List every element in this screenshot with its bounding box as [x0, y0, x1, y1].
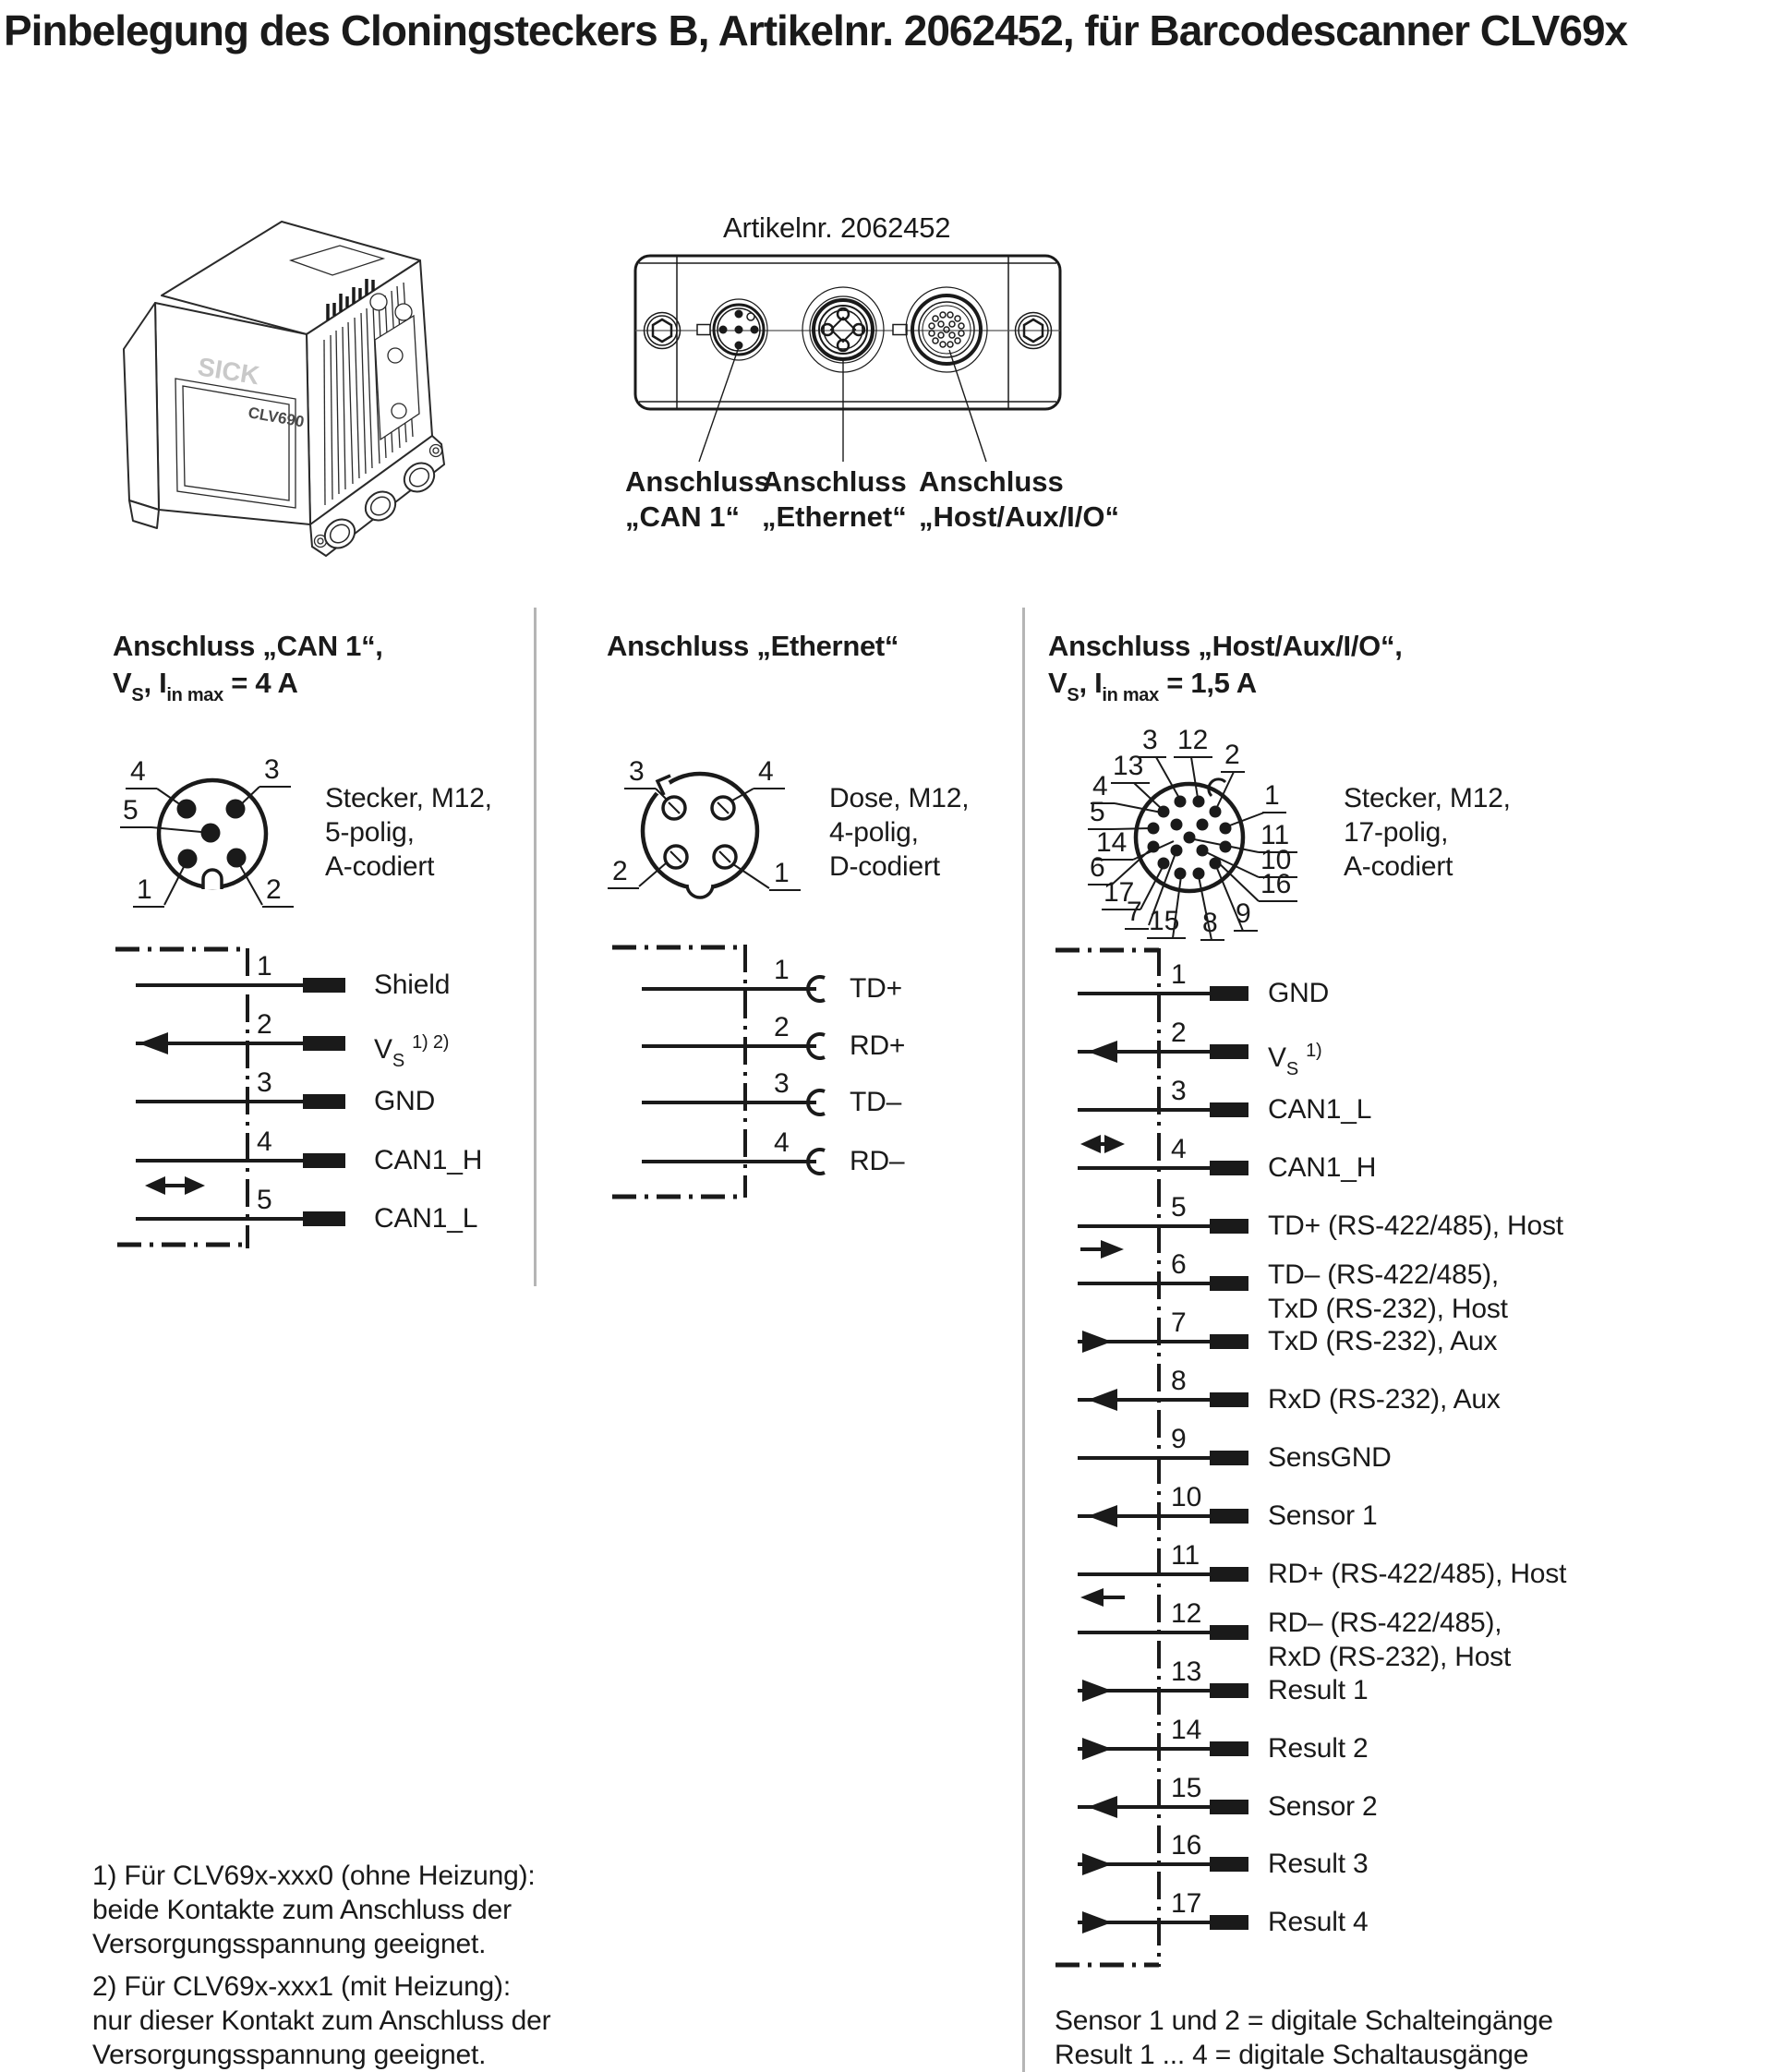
signal-label: TD– (RS-422/485),: [1268, 1259, 1500, 1290]
wire-pin-number: 5: [257, 1185, 272, 1215]
wire-pin-number: 5: [1171, 1192, 1187, 1223]
pin-number: 1: [774, 858, 790, 888]
wire-pin-number: 7: [1171, 1307, 1187, 1338]
pin-number: 6: [1090, 852, 1105, 883]
signal-label: TD+: [850, 973, 902, 1004]
wire-pin-number: 14: [1171, 1715, 1202, 1745]
pin-number: 15: [1149, 906, 1180, 936]
pin-number: 7: [1127, 897, 1142, 927]
signal-label: Result 1: [1268, 1675, 1369, 1705]
eth-wiring-svg: [591, 937, 868, 1214]
eth-section-title: Anschluss „Ethernet“: [607, 630, 899, 662]
signal-label: RD+: [850, 1030, 906, 1061]
panel-label-can1-line2: „CAN 1“: [625, 500, 741, 533]
wire-pin-number: 1: [257, 951, 272, 982]
panel-label-host-line2: „Host/Aux/I/O“: [919, 500, 1120, 533]
footnote-1: 1) Für CLV69x-xxx0 (ohne Heizung): beide Kontakte zum Anschluss der Versorgungsspannung geeignet.: [92, 1861, 536, 1959]
host-section-title-line2: $V_S$, $I_{in max} = 1,5$ A: [1048, 667, 1257, 705]
wire-pin-number: 12: [1171, 1598, 1202, 1629]
wire-pin-number: 17: [1171, 1888, 1202, 1919]
wire-pin-number: 15: [1171, 1773, 1202, 1803]
pin-number: 4: [1092, 771, 1108, 801]
pin-number: 5: [1090, 797, 1105, 827]
wire-pin-number: 4: [774, 1127, 790, 1158]
signal-label: CAN1_L: [1268, 1094, 1372, 1125]
footnote-2: 2) Für CLV69x-xxx1 (mit Heizung): nur dieser Kontakt zum Anschluss der Versorgungsspannung geeignet.: [92, 1971, 551, 2070]
column-divider-1: [534, 608, 537, 1286]
signal-label: GND: [374, 1086, 436, 1116]
can-section-title-line1: Anschluss „CAN 1“,: [113, 630, 383, 662]
signal-label: GND: [1268, 978, 1330, 1008]
wire-pin-number: 11: [1171, 1540, 1200, 1571]
host-section-title-line1: Anschluss „Host/Aux/I/O“,: [1048, 630, 1403, 662]
can-section-title: [113, 628, 383, 714]
panel-label-can1: [625, 464, 770, 535]
device-model-text: CLV690: [247, 404, 306, 431]
signal-label: CAN1_H: [1268, 1152, 1377, 1183]
pin-number: 12: [1177, 725, 1209, 755]
io-legend: [1055, 2004, 1553, 2072]
signal-label: RxD (RS-232), Host: [1268, 1642, 1512, 1672]
panel-label-can1-line1: Anschluss: [625, 465, 770, 498]
panel-label-host-line1: Anschluss: [919, 465, 1064, 498]
pin-number: 4: [758, 756, 774, 787]
pin-number: 3: [1142, 725, 1158, 755]
wire-pin-number: 6: [1171, 1249, 1187, 1280]
signal-label: Result 3: [1268, 1849, 1369, 1879]
wire-pin-number: 4: [1171, 1134, 1187, 1164]
pin-number: 16: [1260, 869, 1292, 899]
pin-number: 10: [1260, 845, 1292, 875]
host-section-title: [1048, 628, 1403, 714]
pin-number: 14: [1096, 827, 1128, 858]
wire-pin-number: 13: [1171, 1656, 1202, 1687]
signal-label: TD+ (RS-422/485), Host: [1268, 1211, 1563, 1241]
pin-number: 8: [1202, 908, 1218, 938]
pin-number: 3: [264, 754, 280, 785]
scanner-illustration: [102, 203, 471, 582]
wire-pin-number: 3: [257, 1067, 272, 1098]
panel-label-ethernet-line1: Anschluss: [762, 465, 907, 498]
signal-label: CAN1_L: [374, 1203, 478, 1234]
wire-pin-number: 8: [1171, 1366, 1187, 1396]
connector-panel-illustration: [609, 240, 1071, 466]
signal-label: RxD (RS-232), Aux: [1268, 1384, 1501, 1415]
io-legend-line2: Result 1 ... 4 = digitale Schaltausgänge: [1055, 2040, 1529, 2070]
pin-number: 11: [1260, 820, 1290, 850]
signal-label: $V_S$ $^{1) 2)}$: [374, 1032, 450, 1071]
pin-number: 4: [130, 756, 146, 787]
eth-connector-type: Dose, M12, 4-polig, D-codiert: [829, 783, 970, 882]
signal-label: TD–: [850, 1087, 902, 1117]
pin-number: 3: [629, 756, 645, 787]
wire-pin-number: 10: [1171, 1482, 1202, 1512]
pin-number: 2: [612, 856, 628, 886]
signal-label: RD– (RS-422/485),: [1268, 1608, 1502, 1638]
artikelnr-label: Artikelnr. 2062452: [723, 211, 951, 244]
wire-pin-number: 1: [1171, 959, 1187, 990]
signal-label: SensGND: [1268, 1442, 1392, 1473]
can-wiring-svg: [92, 937, 369, 1256]
signal-label: Sensor 2: [1268, 1791, 1378, 1822]
panel-label-ethernet: [762, 464, 907, 535]
wire-pin-number: 2: [257, 1009, 272, 1040]
signal-label: RD–: [850, 1146, 905, 1176]
wire-pin-number: 2: [1171, 1018, 1187, 1048]
pin-number: 1: [1264, 780, 1280, 811]
signal-label: Sensor 1: [1268, 1500, 1378, 1531]
signal-label: TxD (RS-232), Aux: [1268, 1326, 1498, 1356]
sick-logo-ghost: SICK: [196, 352, 261, 391]
wire-pin-number: 9: [1171, 1424, 1187, 1454]
host-connector-type: Stecker, M12, 17-polig, A-codiert: [1344, 783, 1511, 882]
signal-label: Shield: [374, 970, 451, 1000]
page-title: Pinbelegung des Cloningsteckers B, Artikelnr. 2062452, für Barcodescanner CLV69x: [4, 6, 1628, 54]
wire-pin-number: 4: [257, 1126, 272, 1157]
wire-pin-number: 3: [774, 1068, 790, 1099]
column-divider-2: [1022, 608, 1025, 2072]
pin-number: 13: [1113, 751, 1144, 781]
signal-label: RD+ (RS-422/485), Host: [1268, 1559, 1567, 1589]
wire-pin-number: 1: [774, 955, 790, 985]
signal-label: TxD (RS-232), Host: [1268, 1294, 1508, 1324]
signal-label: $V_S$ $^{1)}$: [1268, 1041, 1322, 1079]
signal-label: Result 2: [1268, 1733, 1369, 1764]
host-wiring-svg: [1053, 937, 1284, 1976]
can-connector-type: Stecker, M12, 5-polig, A-codiert: [325, 783, 492, 882]
signal-label: CAN1_H: [374, 1145, 483, 1175]
pin-number: 17: [1104, 877, 1135, 908]
pin-number: 9: [1236, 898, 1251, 929]
pin-number: 2: [266, 874, 282, 905]
panel-label-ethernet-line2: „Ethernet“: [762, 500, 907, 533]
pin-number: 5: [123, 795, 139, 825]
can-section-title-line2: $V_S$, $I_{in max} = 4$ A: [113, 667, 298, 705]
wire-pin-number: 2: [774, 1012, 790, 1042]
pin-number: 2: [1224, 740, 1240, 770]
signal-label: Result 4: [1268, 1907, 1369, 1937]
io-legend-line1: Sensor 1 und 2 = digitale Schalteingänge: [1055, 2006, 1553, 2036]
wire-pin-number: 3: [1171, 1076, 1187, 1106]
panel-label-host: [919, 464, 1119, 535]
wire-pin-number: 16: [1171, 1830, 1202, 1861]
pin-number: 1: [137, 874, 152, 905]
